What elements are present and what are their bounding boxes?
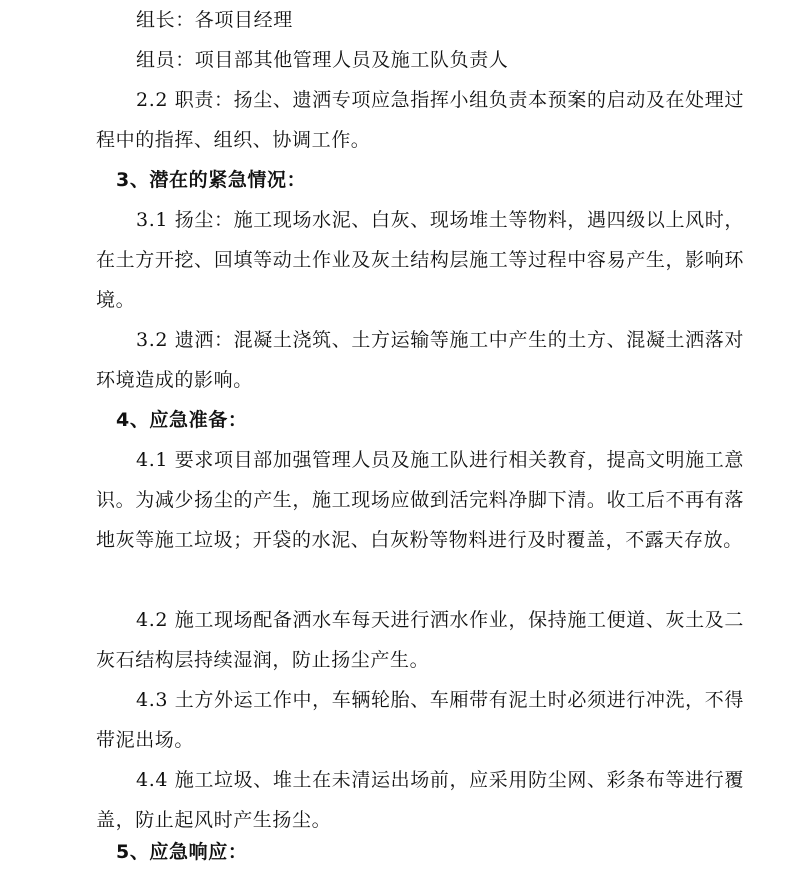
section-heading-5: 5、应急响应： bbox=[116, 841, 248, 863]
section-heading-3: 3、潜在的紧急情况： bbox=[116, 169, 307, 191]
paragraph-4-4: 4.4 施工垃圾、堆土在未清运出场前，应采用防尘网、彩条布等进行覆盖，防止起风时产生扬尘。 bbox=[96, 769, 744, 831]
paragraph-4-2: 4.2 施工现场配备洒水车每天进行洒水作业，保持施工便道、灰土及二灰石结构层持续湿润，防止扬尘产生。 bbox=[96, 609, 744, 671]
leader-line: 组长：各项目经理 bbox=[136, 9, 293, 31]
paragraph-4-3: 4.3 土方外运工作中，车辆轮胎、车厢带有泥土时必须进行冲洗，不得带泥出场。 bbox=[96, 689, 744, 751]
paragraph-4-1: 4.1 要求项目部加强管理人员及施工队进行相关教育，提高文明施工意识。为减少扬尘的产生，施工现场应做到活完料净脚下清。收工后不再有落地灰等施工垃圾；开袋的水泥、白灰粉等物料进行及时覆盖，不露天存放。 bbox=[96, 449, 744, 551]
section-heading-4: 4、应急准备： bbox=[116, 409, 248, 431]
members-line: 组员：项目部其他管理人员及施工队负责人 bbox=[136, 49, 509, 71]
paragraph-3-1: 3.1 扬尘：施工现场水泥、白灰、现场堆土等物料，遇四级以上风时，在土方开挖、回填等动土作业及灰土结构层施工等过程中容易产生，影响环境。 bbox=[96, 209, 744, 311]
paragraph-3-2: 3.2 遗洒：混凝土浇筑、土方运输等施工中产生的土方、混凝土洒落对环境造成的影响。 bbox=[96, 329, 744, 391]
paragraph-2-2: 2.2 职责：扬尘、遗洒专项应急指挥小组负责本预案的启动及在处理过程中的指挥、组织、协调工作。 bbox=[96, 89, 744, 151]
